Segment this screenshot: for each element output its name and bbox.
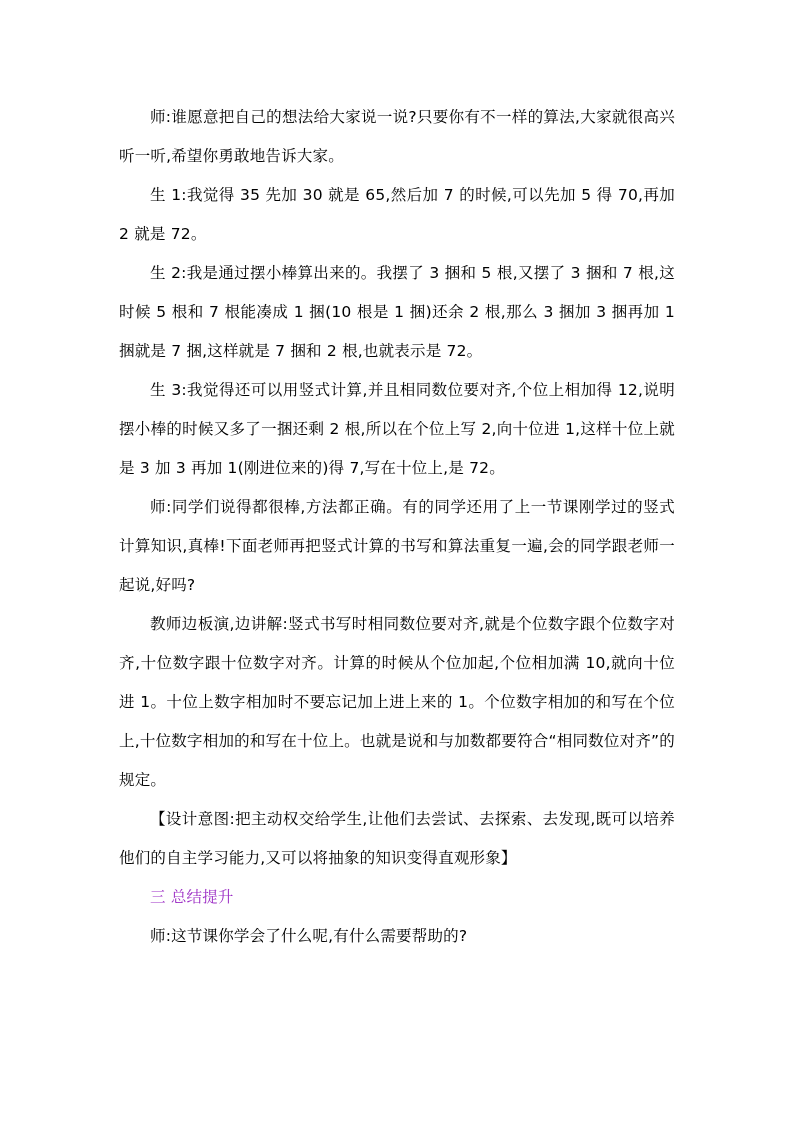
student-2-answer-paragraph: 生 2:我是通过摆小棒算出来的。我摆了 3 捆和 5 根,又摆了 3 捆和 7 根,这时候 5 根和 7 根能凑成 1 捆(10 根是 1 捆)还余 2 根,那么 3 捆加 3 捆再加 1 捆就是 7 捆,这样就是 7 捆和 2 根,也就表示是 72。	[119, 264, 675, 360]
student-1-answer-paragraph: 生 1:我觉得 35 先加 30 就是 65,然后加 7 的时候,可以先加 5 得 70,再加 2 就是 72。	[119, 186, 675, 243]
section-heading-summary: 三 总结提升	[150, 888, 234, 906]
closing-question-paragraph: 师:这节课你学会了什么呢,有什么需要帮助的?	[150, 927, 468, 945]
teacher-explanation-paragraph: 教师边板演,边讲解:竖式书写时相同数位要对齐,就是个位数字跟个位数字对齐,十位数字跟十位数字对齐。计算的时候从个位加起,个位相加满 10,就向十位进 1。十位上数字相加时不要忘记加上进上来的 1。个位数字相加的和写在个位上,十位数字相加的和写在十位上。也就是说和与加数都要符合“相同数位对齐”的规定。	[119, 615, 675, 789]
student-3-answer-paragraph: 生 3:我觉得还可以用竖式计算,并且相同数位要对齐,个位上相加得 12,说明摆小棒的时候又多了一捆还剩 2 根,所以在个位上写 2,向十位进 1,这样十位上就是 3 加 3 再加 1(刚进位来的)得 7,写在十位上,是 72。	[119, 381, 675, 477]
teacher-feedback-paragraph: 师:同学们说得都很棒,方法都正确。有的同学还用了上一节课刚学过的竖式计算知识,真棒!下面老师再把竖式计算的书写和算法重复一遍,会的同学跟老师一起说,好吗?	[119, 498, 675, 594]
teacher-prompt-paragraph: 师:谁愿意把自己的想法给大家说一说?只要你有不一样的算法,大家就很高兴听一听,希望你勇敢地告诉大家。	[119, 108, 675, 165]
document-body	[119, 98, 675, 956]
design-intent-paragraph: 【设计意图:把主动权交给学生,让他们去尝试、去探索、去发现,既可以培养他们的自主学习能力,又可以将抽象的知识变得直观形象】	[119, 810, 675, 867]
